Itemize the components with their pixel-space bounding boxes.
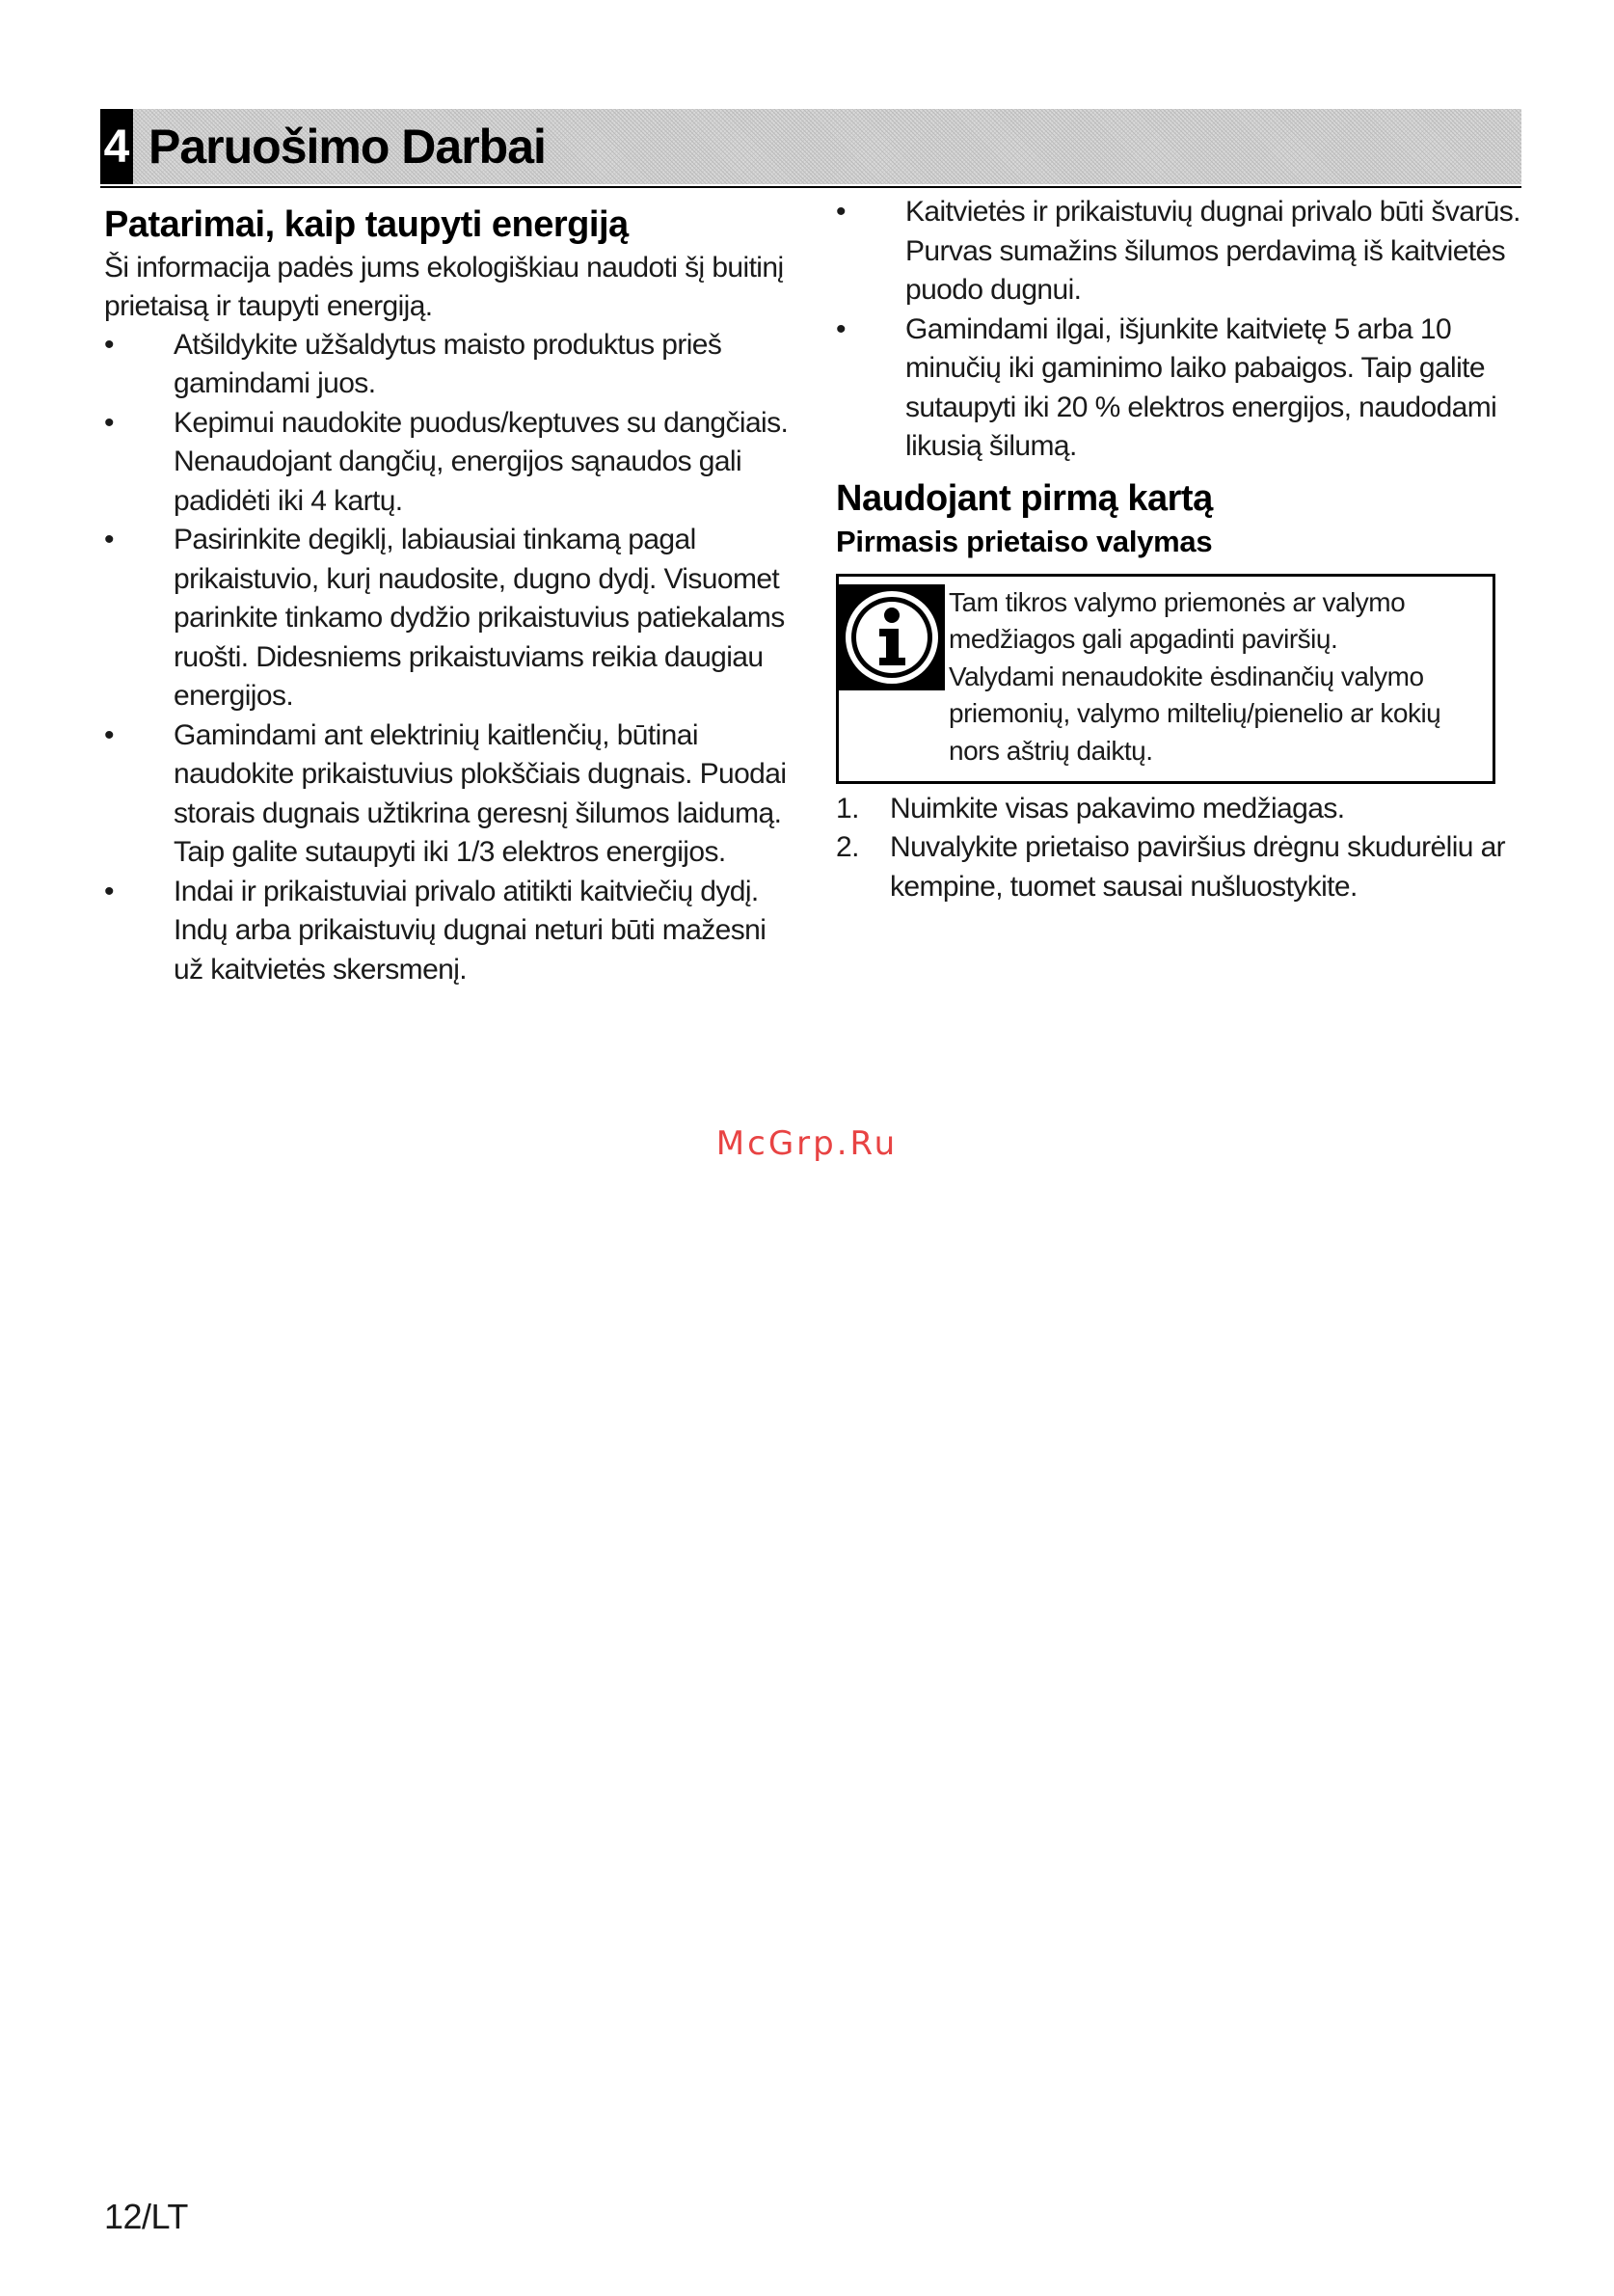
bullet-marker: • — [104, 328, 114, 361]
info-note-line-2: Valydami nenaudokite ėsdinančių valymo priemonių, valymo miltelių/pienelio ar kokių nors aštrių daiktų. — [949, 661, 1441, 766]
bullet-marker: • — [836, 312, 846, 345]
first-cleaning-subheading: Pirmasis prietaiso valymas — [836, 525, 1213, 558]
list-item: • Kaitvietės ir prikaistuvių dugnai privalo būti švarūs. Purvas sumažins šilumos perdavimą iš kaitvietės puodo dugnui. — [836, 193, 1520, 311]
list-item: • Kepimui naudokite puodus/keptuves su dangčiais. Nenaudojant dangčių, energijos sąnaudos gali padidėti iki 4 kartų. — [104, 404, 798, 522]
list-item: • Indai ir prikaistuviai privalo atitikti kaitviečių dydį. Indų arba prikaistuvių dugnai neturi būti mažesni už kaitvietės skersmenį. — [104, 873, 798, 990]
info-icon — [839, 584, 945, 690]
step-number: 2. — [836, 831, 859, 864]
list-item: 1. Nuimkite visas pakavimo medžiagas. — [836, 790, 1520, 829]
energy-saving-intro: Ši informacija padės jums ekologiškiau naudoti šį buitinį prietaisą ir taupyti energiją. — [104, 251, 784, 322]
bullet-marker: • — [836, 196, 846, 228]
energy-tips-list — [104, 326, 798, 990]
energy-tips-list-continued — [836, 193, 1520, 467]
bullet-marker: • — [104, 524, 114, 555]
bullet-marker: • — [104, 406, 114, 439]
info-note-line-1: Tam tikros valymo priemonės ar valymo medžiagos gali apgadinti paviršių. — [949, 586, 1406, 655]
first-use-heading: Naudojant pirmą kartą — [836, 477, 1213, 519]
header-rule — [100, 186, 1521, 188]
cleaning-steps-list — [836, 790, 1520, 907]
info-note-text — [949, 584, 1489, 770]
list-item: • Atšildykite užšaldytus maisto produktus prieš gamindami juos. — [104, 326, 798, 404]
info-note-box — [836, 574, 1495, 784]
step-number: 1. — [836, 792, 859, 824]
left-column — [104, 203, 798, 989]
right-column — [836, 193, 1520, 906]
list-item: • Gamindami ilgai, išjunkite kaitvietę 5 arba 10 minučių iki gaminimo laiko pabaigos. Taip galite sutaupyti iki 20 % elektros energijos, naudodami likusią šilumą. — [836, 311, 1520, 467]
list-item: • Pasirinkite degiklį, labiausiai tinkamą pagal prikaistuvio, kurį naudosite, dugno dydį. Visuomet parinkite tinkamo dydžio prikaistuvius patiekalams ruošti. Didesniems prikaistuviams reikia daugiau energijos. — [104, 521, 798, 716]
section-number: 4 — [100, 109, 133, 184]
bullet-marker: • — [104, 718, 114, 751]
list-item: 2. Nuvalykite prietaiso paviršius drėgnu skudurėliu ar kempine, tuomet sausai nušluostykite. — [836, 828, 1520, 906]
list-item: • Gamindami ant elektrinių kaitlenčių, būtinai naudokite prikaistuvius plokščiais dugnais. Puodai storais dugnais užtikrina geresnį šilumos laidumą. Taip galite sutaupyti iki 1/3 elektros energijos. — [104, 716, 798, 873]
section-title: Paruošimo Darbai — [148, 120, 546, 174]
bullet-marker: • — [104, 875, 114, 907]
watermark: McGrp.Ru — [715, 1124, 899, 1163]
page-number: 12/LT — [104, 2197, 188, 2236]
energy-saving-heading: Patarimai, kaip taupyti energiją — [104, 204, 629, 245]
section-header — [100, 109, 1521, 184]
